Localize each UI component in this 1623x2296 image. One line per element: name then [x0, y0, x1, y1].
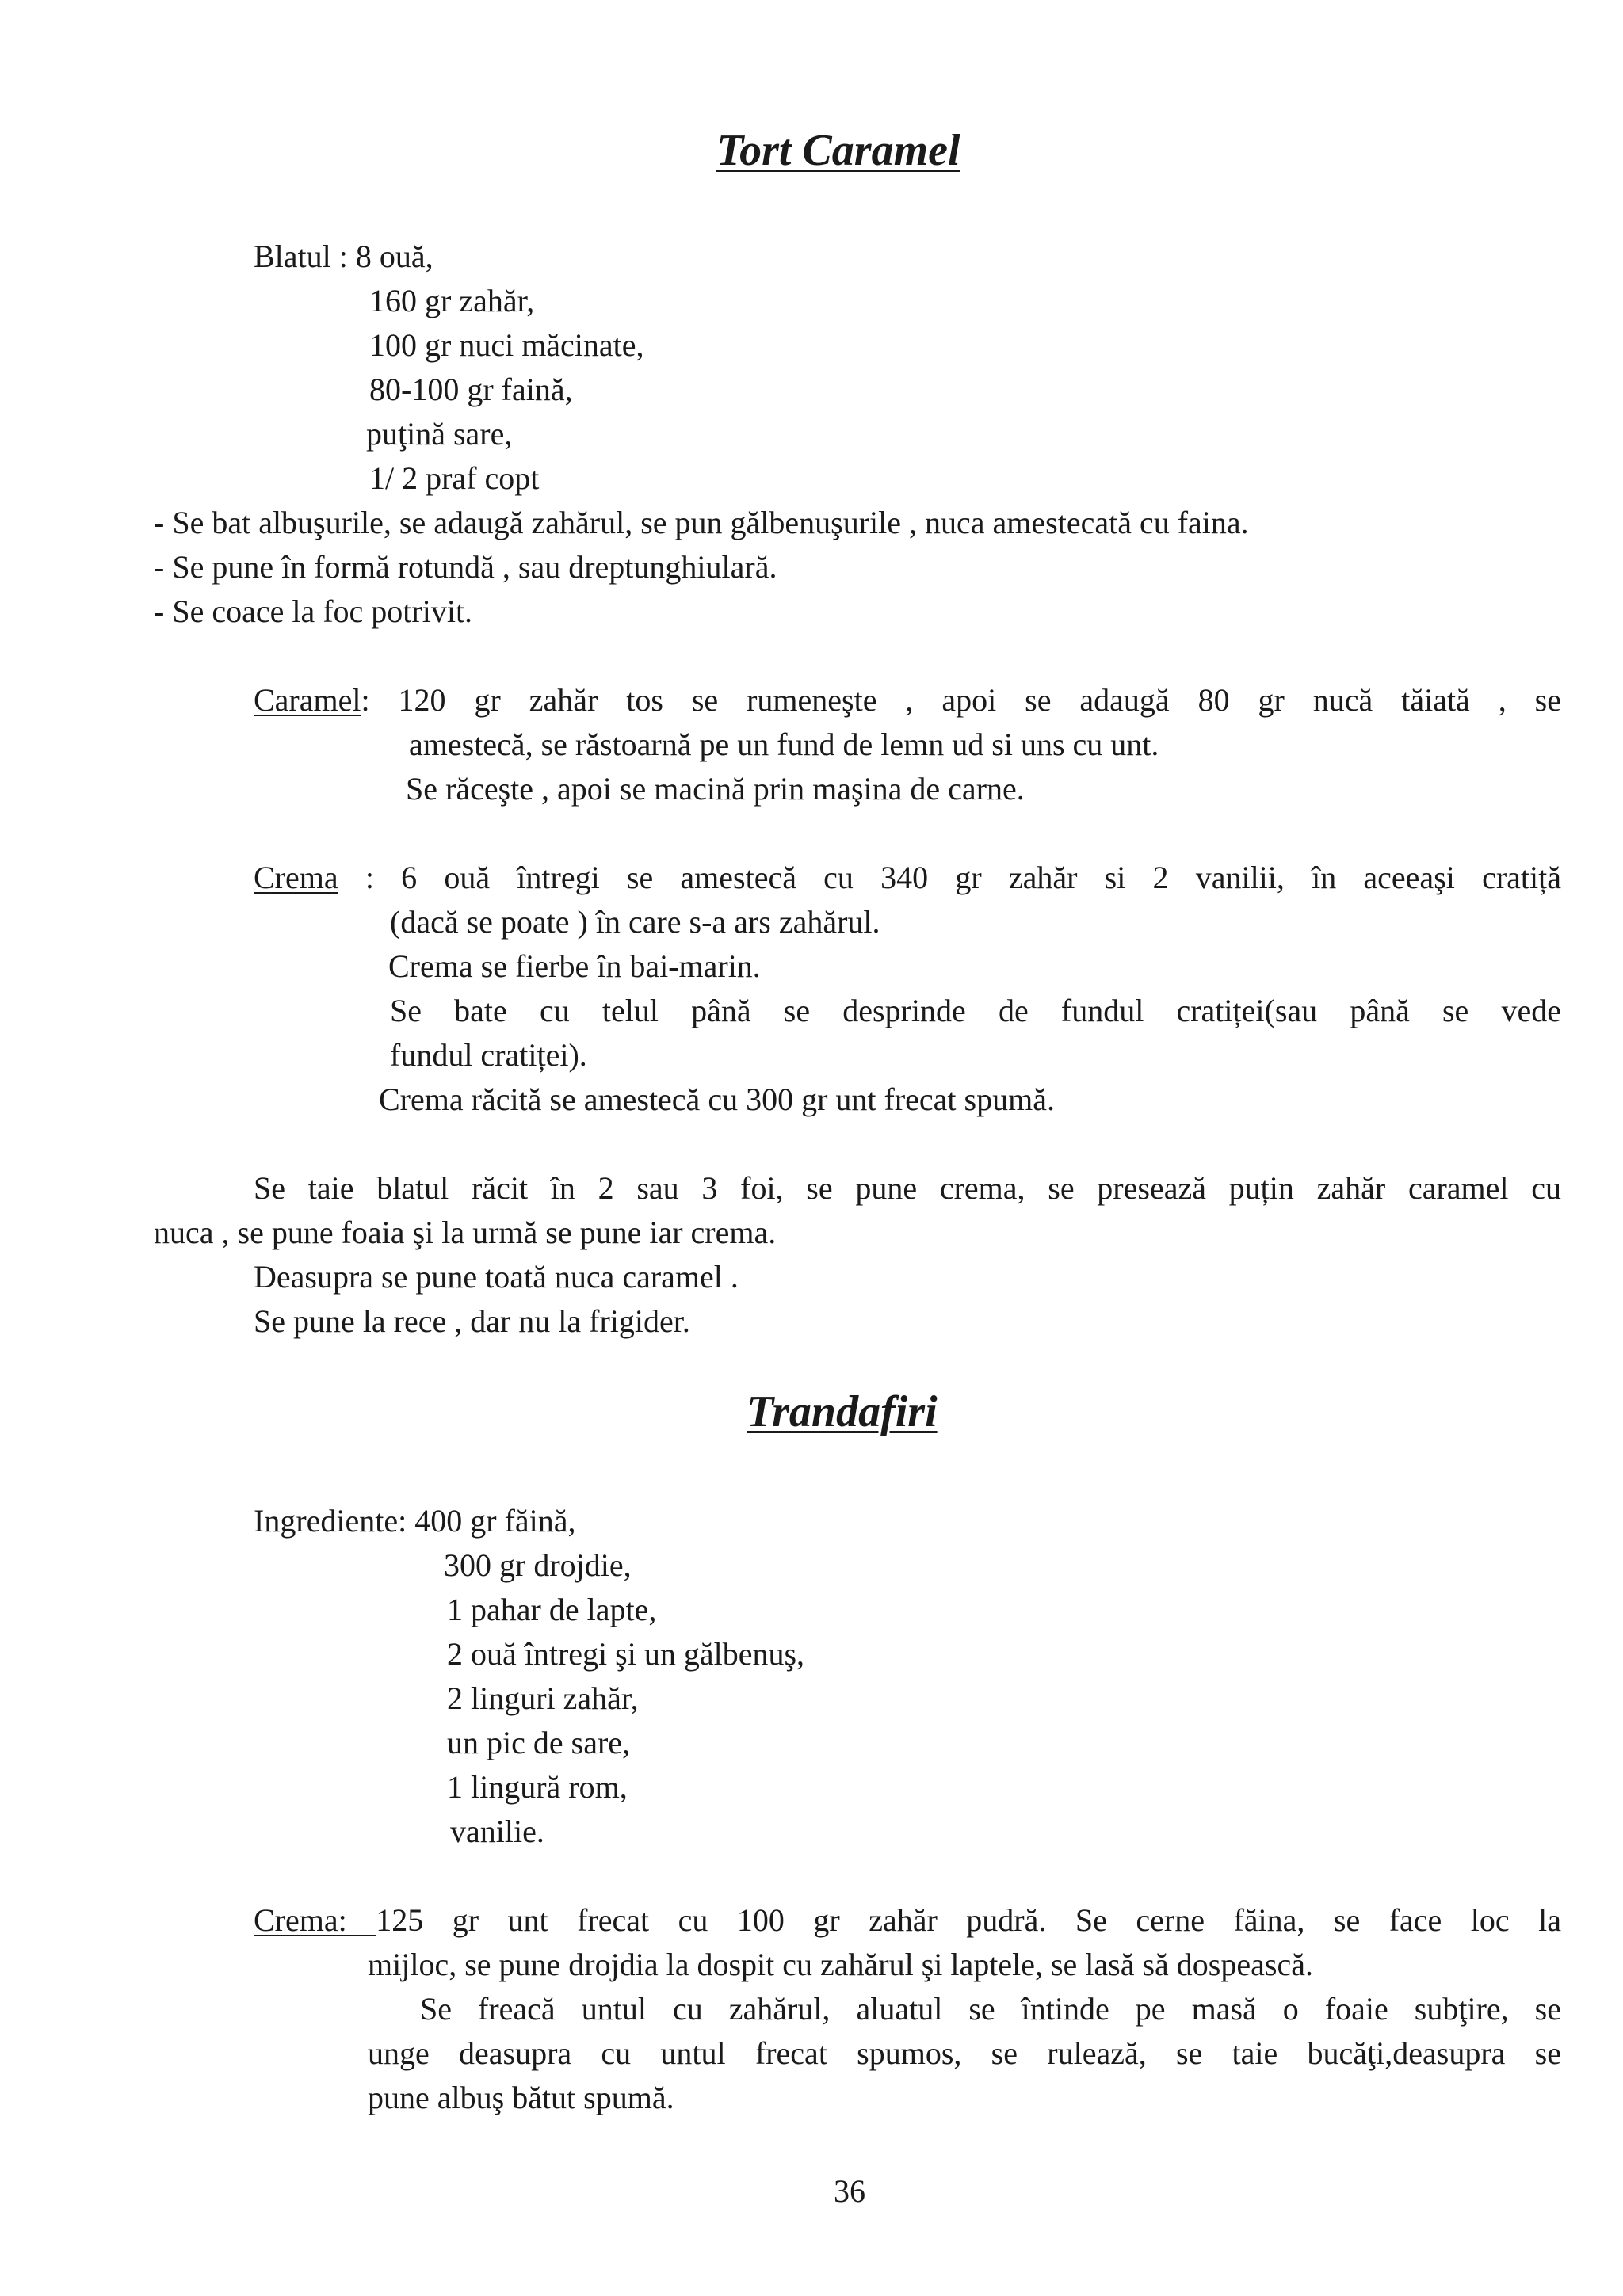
step-line: - Se pune în formă rotundă , sau dreptunghiulară. — [154, 549, 777, 585]
blat-first-line — [254, 238, 433, 276]
crema-line: fundul cratiței). — [390, 1037, 587, 1073]
blat-ingredient: 1/ 2 praf copt — [369, 460, 540, 496]
crema2-text: 125 gr unt frecat cu 100 gr zahăr pudră. Se cerne făina, se face loc la — [376, 1902, 1562, 1938]
crema-line: Crema răcită se amestecă cu 300 gr unt frecat spumă. — [379, 1081, 1055, 1117]
blat-ingredient: 80-100 gr faină, — [369, 372, 573, 407]
ingredient-item: 2 linguri zahăr, — [447, 1680, 639, 1716]
ingredient-item: un pic de sare, — [447, 1725, 631, 1760]
ingredient-item: 2 ouă întregi şi un gălbenuş, — [447, 1636, 805, 1672]
crema2-line: pune albuş bătut spumă. — [368, 2080, 674, 2115]
blat-ingredient: 100 gr nuci măcinate, — [369, 327, 644, 363]
crema2-label: Crema: — [254, 1902, 376, 1938]
crema2-line — [254, 1901, 1561, 1939]
caramel-line: amestecă, se răstoarnă pe un fund de lemn ud si uns cu unt. — [409, 727, 1159, 762]
assembly-line: Deasupra se pune toată nuca caramel . — [254, 1259, 739, 1295]
recipe-title-tort-caramel: Tort Caramel — [716, 126, 960, 175]
blat-ingredient: 160 gr zahăr, — [369, 283, 535, 318]
crema2-line: unge deasupra cu untul frecat spumos, se rulează, se taie bucăţi,deasupra se — [368, 2035, 1561, 2071]
caramel-line — [254, 681, 1561, 719]
page-number: 36 — [834, 2173, 865, 2209]
step-line: - Se coace la foc potrivit. — [154, 593, 473, 629]
recipe-title-trandafiri: Trandafiri — [747, 1387, 938, 1436]
crema2-line: Se freacă untul cu zahărul, aluatul se întinde pe masă o foaie subţire, se — [420, 1991, 1561, 2027]
crema-line: Se bate cu telul până se desprinde de fundul cratiței(sau până se vede — [390, 993, 1561, 1028]
assembly-line: Se pune la rece , dar nu la frigider. — [254, 1303, 690, 1339]
ingredients-first-line — [254, 1502, 576, 1540]
blat-ingredient: 8 ouă, — [355, 238, 433, 274]
ingredient-item: 1 pahar de lapte, — [447, 1592, 657, 1627]
step-line: - Se bat albuşurile, se adaugă zahărul, se pun gălbenuşurile , nuca amestecată cu faina. — [154, 505, 1249, 540]
ingredient-item: 1 lingură rom, — [447, 1769, 628, 1805]
ingredient-item: vanilie. — [450, 1814, 544, 1849]
blat-ingredient: puţină sare, — [366, 416, 513, 452]
assembly-line: Se taie blatul răcit în 2 sau 3 foi, se pune crema, se presează puțin zahăr caramel cu — [254, 1170, 1561, 1206]
assembly-line: nuca , se pune foaia şi la urmă se pune iar crema. — [154, 1215, 777, 1250]
crema-text: : 6 ouă întregi se amestecă cu 340 gr zahăr si 2 vanilii, în aceeaşi cratiță — [338, 860, 1561, 895]
ingredients-label: Ingrediente: — [254, 1503, 415, 1539]
crema-line: (dacă se poate ) în care s-a ars zahărul. — [390, 904, 880, 940]
caramel-text: : 120 gr zahăr tos se rumeneşte , apoi se adaugă 80 gr nucă tăiată , se — [361, 682, 1561, 718]
crema-label: Crema — [254, 860, 338, 895]
ingredient-item: 300 gr drojdie, — [444, 1547, 632, 1583]
crema-line: Crema se fierbe în bai-marin. — [388, 948, 761, 984]
crema2-line: mijloc, se pune drojdia la dospit cu zahărul şi laptele, se lasă să dospească. — [368, 1947, 1313, 1982]
caramel-label: Caramel — [254, 682, 361, 718]
ingredient-item: 400 gr făină, — [414, 1503, 576, 1539]
blat-label: Blatul : — [254, 238, 356, 274]
caramel-line: Se răceşte , apoi se macină prin maşina de carne. — [406, 771, 1025, 807]
crema-line — [254, 859, 1561, 897]
